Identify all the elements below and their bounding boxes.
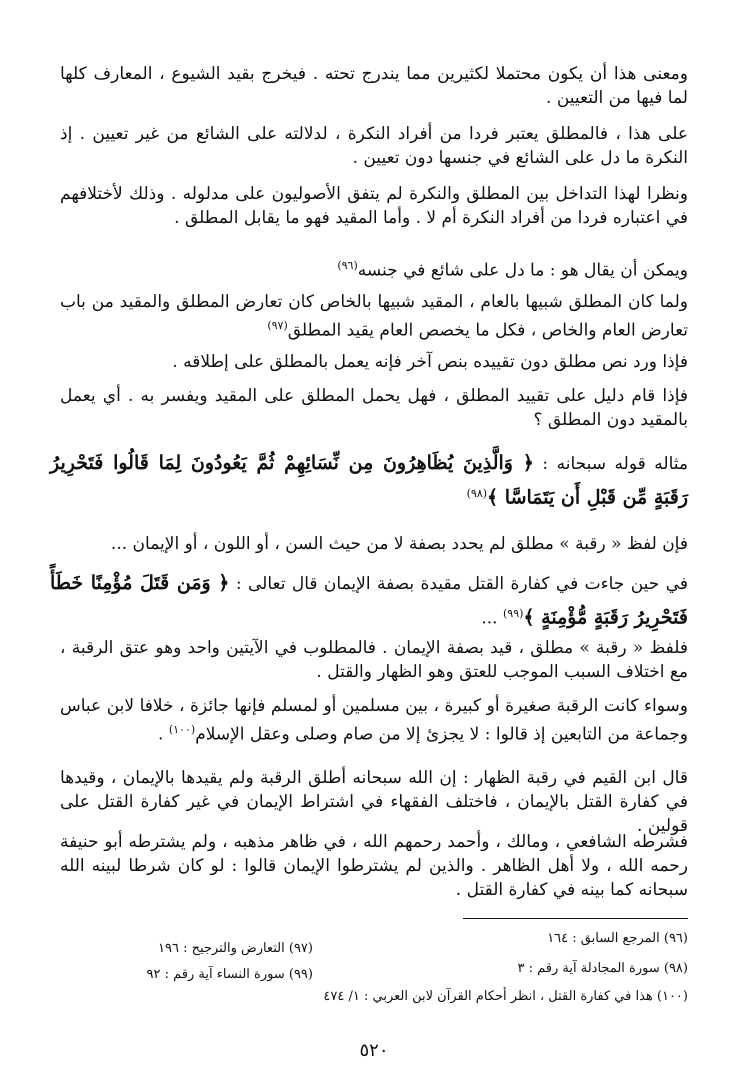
footnote-99: (٩٩) سورة النساء آية رقم : ٩٢ <box>146 967 313 982</box>
footnote-ref-100: (١٠٠) <box>168 723 196 736</box>
paragraph-13-text: قال ابن القيم في رقبة الظهار : إن الله سبحانه أطلق الرقبة ولم يقيدها بالإيمان ، وقيدها في كفارة القتل بالإيمان ، فاختلف الفقهاء في اشتراط الإيمان في غير كفارة القتل على قولين . <box>60 768 688 836</box>
paragraph-14 <box>60 830 688 902</box>
footnote-96: (٩٦) المرجع السابق : ١٦٤ <box>547 931 688 946</box>
paragraph-2-text: على هذا ، فالمطلق يعتبر فردا من أفراد النكرة ، لدلالته على الشائع من غير تعيين . إذ النكرة ما دل على الشائع في جنسها دون تعيين . <box>60 124 688 168</box>
paragraph-9 <box>60 532 688 556</box>
quran-verse-zihar: ﴿ وَالَّذِينَ يُظَاهِرُونَ مِن نِّسَائِهِمْ ثُمَّ يَعُودُونَ لِمَا قَالُوا فَتَحْرِيرُ رَقَبَةٍ مِّن قَبْلِ أَن يَتَمَاسَّا ﴾ <box>50 452 688 509</box>
paragraph-8 <box>50 448 688 514</box>
paragraph-10-tail: ... <box>481 608 503 629</box>
paragraph-3-text: ونظرا لهذا التداخل بين المطلق والنكرة لم يتفق الأصوليون على مدلوله . وذلك لأختلافهم في اعتباره فردا من أفراد النكرة أم لا . وأما المقيد فهو ما يقابل المطلق . <box>60 184 688 228</box>
paragraph-1-text: ومعنى هذا أن يكون محتملا لكثيرين مما يندرج تحته . فيخرج بقيد الشيوع ، المعارف كلها لما فيها من التعيين . <box>60 64 688 108</box>
footnote-divider <box>463 918 688 919</box>
paragraph-7-text: فإذا قام دليل على تقييد المطلق ، فهل يحمل المطلق على المقيد ويفسر به . أي يعمل بالمقيد دون المطلق ؟ <box>60 386 688 430</box>
paragraph-6 <box>60 350 688 374</box>
paragraph-4 <box>60 254 688 283</box>
paragraph-11-text: فلفظ « رقبة » مطلق ، قيد بصفة الإيمان . فالمطلوب في الآيتين واحد وهو عتق الرقبة ، مع اختلاف السبب الموجب للعتق وهو الظهار والقتل . <box>60 638 688 682</box>
footnote-ref-98: (٩٨) <box>466 487 488 500</box>
paragraph-12-text: وسواء كانت الرقبة صغيرة أو كبيرة ، بين مسلمين أو لمسلم فإنها جائزة ، خلافا لابن عباس وجماعة من التابعين إذ قالوا : لا يجزئ إلا من صام وصلى وعقل الإسلام <box>60 696 688 745</box>
paragraph-4-text: ويمكن أن يقال هو : ما دل على شائع في جنسه <box>357 260 688 281</box>
footnote-ref-99: (٩٩) <box>502 607 524 620</box>
paragraph-2 <box>60 122 688 170</box>
page-number: ٥٢٠ <box>359 1040 389 1061</box>
paragraph-1 <box>60 62 688 110</box>
footnote-97: (٩٧) التعارض والترجيح : ١٩٦ <box>157 941 313 956</box>
paragraph-9-text: فإن لفظ « رقبة » مطلق لم يحدد بصفة لا من حيث السن ، أو اللون ، أو الإيمان ... <box>110 534 688 554</box>
paragraph-5-text: ولما كان المطلق شبيها بالعام ، المقيد شبيها بالخاص كان تعارض المطلق والمقيد من باب تعارض العام والخاص ، فكل ما يخصص العام يقيد المطلق <box>60 292 688 341</box>
paragraph-11 <box>60 636 688 684</box>
paragraph-6-text: فإذا ورد نص مطلق دون تقييده بنص آخر فإنه يعمل بالمطلق على إطلاقه . <box>172 352 688 372</box>
paragraph-7 <box>60 384 688 432</box>
paragraph-8-intro: مثاله قوله سبحانه : <box>542 454 688 474</box>
paragraph-12 <box>60 694 688 747</box>
paragraph-12-tail: . <box>158 724 169 745</box>
footnote-ref-97: (٩٧) <box>267 319 288 332</box>
footnote-ref-96: (٩٦) <box>337 259 358 272</box>
quran-verse-qatl: ﴿ وَمَن قَتَلَ مُؤْمِنًا خَطَأً فَتَحْرِيرُ رَقَبَةٍ مُّؤْمِنَةٍ ﴾ <box>50 572 688 629</box>
footnote-98: (٩٨) سورة المجادلة آية رقم : ٣ <box>517 961 688 976</box>
paragraph-3 <box>60 182 688 230</box>
paragraph-14-text: فشرطه الشافعي ، ومالك ، وأحمد رحمهم الله ، في ظاهر مذهبه ، ولم يشترطه أبو حنيفة رحمه الله ، ولا أهل الظاهر . والذين لم يشترطوا الإيمان قالوا : لو كان شرطا لبينه الله سبحانه كما بينه في كفارة القتل . <box>60 832 688 900</box>
paragraph-10 <box>50 568 688 634</box>
paragraph-5 <box>60 290 688 343</box>
footnote-100: (١٠٠) هذا في كفارة القتل ، انظر أحكام القرآن لابن العربي : ١/ ٤٧٤ <box>323 989 688 1004</box>
paragraph-13 <box>60 766 688 838</box>
paragraph-10-intro: في حين جاءت في كفارة القتل مقيدة بصفة الإيمان قال تعالى : <box>235 574 688 594</box>
